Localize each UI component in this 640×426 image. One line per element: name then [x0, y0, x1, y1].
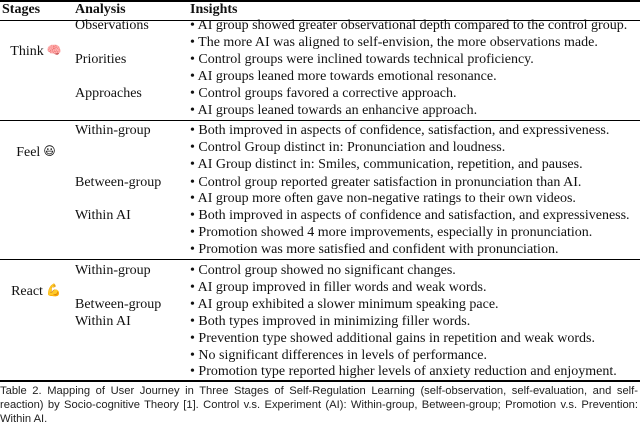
insight-item: • Control groups were inclined towards technical proficiency.	[190, 52, 534, 67]
table-bottom-rule	[0, 380, 640, 382]
analysis-label: Within-group	[75, 123, 151, 138]
column-header-stages: Stages	[2, 2, 41, 17]
section-separator-rule	[0, 259, 640, 260]
stage-label: React	[11, 284, 43, 299]
column-header-insights: Insights	[190, 2, 238, 17]
flexed-bicep-icon: 💪	[45, 283, 61, 297]
insight-item: • Control group reported greater satisfaction in pronunciation than AI.	[190, 175, 582, 190]
insight-item: • Both types improved in minimizing filler words.	[190, 314, 471, 329]
stage-react	[0, 281, 72, 301]
analysis-label: Within-group	[75, 263, 151, 278]
analysis-label: Within AI	[75, 208, 131, 223]
insight-item: • AI group showed greater observational depth compared to the control group.	[190, 18, 628, 33]
insight-item: • Both improved in aspects of confidence and satisfaction, and expressiveness.	[190, 208, 630, 223]
insight-item: • Promotion showed 4 more improvements, especially in pronunciation.	[190, 225, 593, 240]
stage-label: Think	[10, 44, 44, 59]
analysis-label: Priorities	[75, 52, 127, 67]
table-caption: Table 2. Mapping of User Journey in Three Stages of Self-Regulation Learning (self-observation, self-evaluation, and self-reaction) by Socio-cognitive Theory [1]. Control v.s. Experiment (AI): Within-group, Between-group; Promotion v.s. Prevention: Within AI.	[0, 385, 638, 425]
analysis-label: Within AI	[75, 314, 131, 329]
insight-item: • AI group improved in filler words and weak words.	[190, 280, 487, 295]
insight-item: • Control Group distinct in: Pronunciation and loudness.	[190, 140, 506, 155]
insight-item: • Both improved in aspects of confidence, satisfaction, and expressiveness.	[190, 123, 610, 138]
stage-label: Feel	[16, 145, 41, 160]
analysis-label: Between-group	[75, 175, 162, 190]
stage-think	[0, 41, 72, 61]
insight-item: • AI Group distinct in: Smiles, communication, repetition, and pauses.	[190, 157, 583, 172]
analysis-label: Between-group	[75, 297, 162, 312]
insight-item: • AI group exhibited a slower minimum speaking pace.	[190, 297, 499, 312]
insight-item: • Promotion was more satisfied and confident with pronunciation.	[190, 242, 559, 257]
insight-item: • The more AI was aligned to self-envision, the more observations made.	[190, 35, 598, 50]
analysis-label: Observations	[75, 18, 149, 33]
insight-item: • No significant differences in levels of performance.	[190, 348, 487, 363]
stage-feel	[0, 142, 72, 162]
smile-icon: 😃	[43, 144, 56, 158]
insight-item: • AI group more often gave non-negative ratings to their own videos.	[190, 191, 576, 206]
insight-item: • AI groups leaned towards an enhancive approach.	[190, 103, 478, 118]
column-header-analysis: Analysis	[75, 2, 126, 17]
insight-item: • Promotion type reported higher levels of anxiety reduction and enjoyment.	[190, 364, 617, 379]
insight-item: • AI groups leaned more towards emotional resonance.	[190, 69, 497, 84]
analysis-label: Approaches	[75, 86, 142, 101]
insight-item: • Control groups favored a corrective approach.	[190, 86, 457, 101]
insight-item: • Control group showed no significant changes.	[190, 263, 456, 278]
brain-icon: 🧠	[46, 43, 62, 57]
insight-item: • Prevention type showed additional gains in repetition and weak words.	[190, 331, 595, 346]
section-separator-rule	[0, 120, 640, 121]
